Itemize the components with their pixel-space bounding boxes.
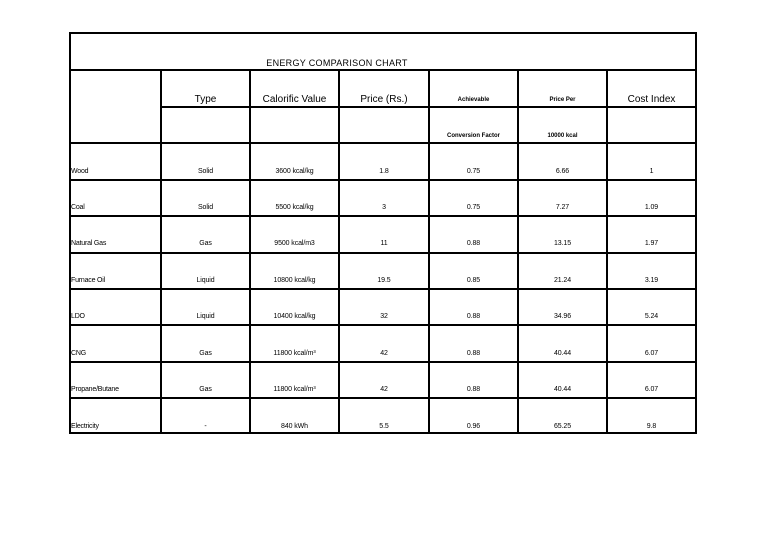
header-achievable: Achievable: [457, 97, 490, 103]
row-fuel-name: Propane/Butane: [71, 386, 119, 393]
rule-row-3: [71, 252, 695, 254]
rule-row-7: [71, 397, 695, 399]
cell-calorific-value: 10800 kcal/kg: [273, 277, 316, 284]
rule-row-2: [71, 215, 695, 217]
row-fuel-name: CNG: [71, 350, 86, 357]
cell-price: 11: [380, 240, 388, 247]
cell-price: 5.5: [379, 423, 389, 430]
cell-conversion-factor: 0.88: [466, 313, 481, 320]
cell-cost-index: 1.97: [644, 240, 659, 247]
cell-price: 19.5: [377, 277, 391, 284]
cell-price-per-10000-kcal: 13.15: [553, 240, 572, 247]
cell-cost-index: 3.19: [644, 277, 659, 284]
header-10000-kcal: 10000 kcal: [547, 133, 578, 139]
cell-calorific-value: 11800 kcal/m³: [273, 350, 316, 357]
cell-type: Gas: [199, 240, 212, 247]
rule-col-3: [338, 69, 340, 434]
cell-price-per-10000-kcal: 34.96: [553, 313, 572, 320]
cell-calorific-value: 840 kWh: [281, 423, 308, 430]
cell-calorific-value: 3600 kcal/kg: [275, 168, 314, 175]
cell-calorific-value: 9500 kcal/m3: [274, 240, 315, 247]
energy-comparison-table: [69, 32, 697, 434]
rule-row-1: [71, 179, 695, 181]
header-conversion-factor: Conversion Factor: [446, 133, 500, 139]
cell-price-per-10000-kcal: 65.25: [553, 423, 572, 430]
cell-price-per-10000-kcal: 7.27: [555, 204, 570, 211]
cell-conversion-factor: 0.88: [466, 350, 481, 357]
cell-conversion-factor: 0.85: [466, 277, 481, 284]
header-calorific-value: Calorific Value: [262, 94, 327, 105]
cell-price-per-10000-kcal: 40.44: [553, 386, 572, 393]
cell-type: Solid: [197, 204, 214, 211]
cell-type: -: [204, 423, 207, 430]
cell-conversion-factor: 0.88: [466, 386, 481, 393]
header-cost-index: Cost Index: [627, 94, 676, 105]
rule-row-5: [71, 324, 695, 326]
cell-cost-index: 6.07: [644, 386, 659, 393]
rule-col-5: [517, 69, 519, 434]
cell-type: Gas: [199, 350, 212, 357]
cell-price: 42: [380, 386, 388, 393]
rule-title-bottom: [71, 69, 695, 71]
row-fuel-name: Coal: [71, 204, 85, 211]
cell-price: 32: [380, 313, 388, 320]
cell-price: 3: [382, 204, 386, 211]
row-fuel-name: Natural Gas: [71, 240, 107, 247]
cell-conversion-factor: 0.75: [466, 168, 481, 175]
rule-col-2: [249, 69, 251, 434]
rule-col-1: [160, 69, 162, 434]
cell-calorific-value: 5500 kcal/kg: [275, 204, 314, 211]
cell-conversion-factor: 0.96: [466, 423, 481, 430]
cell-calorific-value: 11800 kcal/m³: [273, 386, 316, 393]
row-fuel-name: Furnace Oil: [71, 277, 105, 284]
header-type: Type: [194, 94, 217, 105]
cell-cost-index: 5.24: [644, 313, 659, 320]
rule-row-4: [71, 288, 695, 290]
header-price: Price (Rs.): [360, 94, 408, 105]
cell-conversion-factor: 0.75: [466, 204, 481, 211]
rule-col-6: [606, 69, 608, 434]
cell-cost-index: 9.8: [646, 423, 657, 430]
row-fuel-name: LDO: [71, 313, 85, 320]
row-fuel-name: Wood: [71, 168, 89, 175]
cell-conversion-factor: 0.88: [466, 240, 481, 247]
row-fuel-name: Electricity: [71, 423, 99, 430]
cell-price-per-10000-kcal: 6.66: [555, 168, 570, 175]
cell-price: 42: [380, 350, 388, 357]
cell-calorific-value: 10400 kcal/kg: [273, 313, 316, 320]
rule-col-4: [428, 69, 430, 434]
cell-cost-index: 6.07: [644, 350, 659, 357]
cell-cost-index: 1.09: [644, 204, 659, 211]
header-price-per: Price Per: [549, 97, 576, 103]
cell-type: Liquid: [196, 313, 215, 320]
cell-price-per-10000-kcal: 21.24: [553, 277, 572, 284]
cell-price: 1.8: [379, 168, 389, 175]
cell-type: Gas: [199, 386, 212, 393]
cell-type: Liquid: [196, 277, 215, 284]
table-title: ENERGY COMPARISON CHART: [266, 58, 408, 68]
rule-header-bottom: [71, 142, 695, 144]
cell-cost-index: 1: [649, 168, 654, 175]
cell-type: Solid: [197, 168, 214, 175]
cell-price-per-10000-kcal: 40.44: [553, 350, 572, 357]
rule-row-6: [71, 361, 695, 363]
